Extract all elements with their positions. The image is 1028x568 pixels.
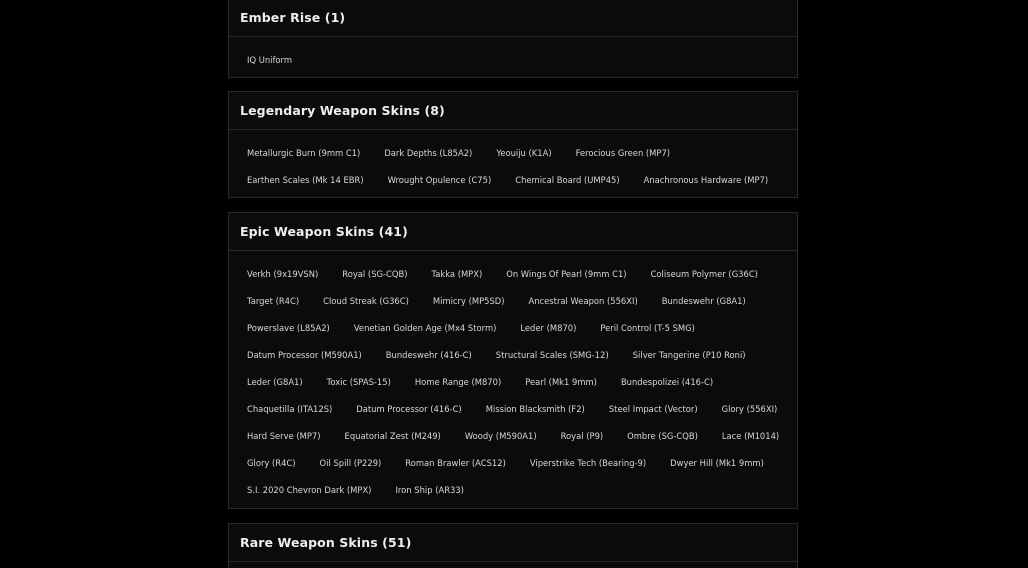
skin-item[interactable]: Cloud Streak (G36C) xyxy=(323,295,409,306)
skin-item[interactable]: Glory (R4C) xyxy=(247,457,296,468)
section-ember-rise xyxy=(228,0,798,78)
skin-item[interactable]: Viperstrike Tech (Bearing-9) xyxy=(529,457,647,468)
skin-item[interactable]: Equatorial Zest (M249) xyxy=(344,430,441,441)
skin-item[interactable]: Powerslave (L85A2) xyxy=(247,322,330,333)
section-header xyxy=(229,213,797,251)
item-row xyxy=(235,260,797,287)
item-row xyxy=(235,139,797,166)
skin-item[interactable]: Dwyer Hill (Mk1 9mm) xyxy=(670,457,764,468)
skin-item[interactable]: Chaquetilla (ITA12S) xyxy=(247,403,333,414)
skin-item[interactable]: Toxic (SPAS-15) xyxy=(326,376,391,387)
item-row xyxy=(235,341,797,368)
skin-item[interactable]: Bundeswehr (G8A1) xyxy=(661,295,746,306)
skin-item[interactable]: Steel Impact (Vector) xyxy=(608,403,698,414)
section-rare-weapon-skins xyxy=(228,523,798,568)
section-items xyxy=(229,130,797,193)
item-row xyxy=(235,395,797,422)
skin-item[interactable]: Metallurgic Burn (9mm C1) xyxy=(247,147,361,158)
skin-item[interactable]: Mission Blacksmith (F2) xyxy=(485,403,585,414)
skin-item[interactable]: Datum Processor (M590A1) xyxy=(247,349,362,360)
item-row xyxy=(235,368,797,395)
skin-item[interactable]: Ombre (SG-CQB) xyxy=(627,430,698,441)
skin-item[interactable]: Oil Spill (P229) xyxy=(319,457,382,468)
skin-item[interactable]: Glory (556XI) xyxy=(721,403,778,414)
skin-item[interactable]: Royal (SG-CQB) xyxy=(342,268,408,279)
skin-item[interactable]: Iron Ship (AR33) xyxy=(395,484,464,495)
section-title: Rare Weapon Skins (51) xyxy=(240,535,412,550)
item-row xyxy=(235,449,797,476)
skin-item[interactable]: Chemical Board (UMP45) xyxy=(515,174,620,185)
section-items xyxy=(229,37,797,73)
section-header xyxy=(229,92,797,130)
skin-item[interactable]: Silver Tangerine (P10 Roni) xyxy=(632,349,746,360)
section-title: Ember Rise (1) xyxy=(240,10,346,25)
skin-item[interactable]: Yeouiju (K1A) xyxy=(496,147,552,158)
skin-item[interactable]: Peril Control (T-5 SMG) xyxy=(600,322,695,333)
section-header xyxy=(229,0,797,37)
skin-item[interactable]: S.I. 2020 Chevron Dark (MPX) xyxy=(247,484,372,495)
skin-item[interactable]: IQ Uniform xyxy=(247,54,293,65)
item-row xyxy=(235,422,797,449)
skin-item[interactable]: Royal (P9) xyxy=(560,430,604,441)
skin-item[interactable]: Woody (M590A1) xyxy=(464,430,537,441)
item-row xyxy=(235,314,797,341)
skin-item[interactable]: Datum Processor (416-C) xyxy=(356,403,462,414)
section-title: Epic Weapon Skins (41) xyxy=(240,224,408,239)
item-row xyxy=(235,166,797,193)
skin-item[interactable]: Structural Scales (SMG-12) xyxy=(495,349,609,360)
skin-item[interactable]: Earthen Scales (Mk 14 EBR) xyxy=(247,174,364,185)
section-items xyxy=(229,251,797,503)
section-epic-weapon-skins xyxy=(228,212,798,509)
skin-item[interactable]: Dark Depths (L85A2) xyxy=(384,147,473,158)
skin-item[interactable]: Roman Brawler (ACS12) xyxy=(405,457,506,468)
section-title: Legendary Weapon Skins (8) xyxy=(240,103,445,118)
skin-item[interactable]: Wrought Opulence (C75) xyxy=(387,174,492,185)
skin-item[interactable]: Bundeswehr (416-C) xyxy=(385,349,472,360)
skin-item[interactable]: On Wings Of Pearl (9mm C1) xyxy=(506,268,627,279)
section-legendary-weapon-skins xyxy=(228,91,798,198)
item-row xyxy=(235,476,797,503)
skin-item[interactable]: Hard Serve (MP7) xyxy=(247,430,321,441)
skin-item[interactable]: Ferocious Green (MP7) xyxy=(575,147,671,158)
skin-item[interactable]: Coliseum Polymer (G36C) xyxy=(650,268,758,279)
skin-item[interactable]: Pearl (Mk1 9mm) xyxy=(525,376,597,387)
skin-item[interactable]: Bundespolizei (416-C) xyxy=(620,376,714,387)
skin-item[interactable]: Anachronous Hardware (MP7) xyxy=(643,174,769,185)
skin-item[interactable]: Home Range (M870) xyxy=(414,376,502,387)
skin-item[interactable]: Lace (M1014) xyxy=(721,430,780,441)
item-row xyxy=(235,287,797,314)
skin-item[interactable]: Mimicry (MP5SD) xyxy=(432,295,505,306)
skin-item[interactable]: Venetian Golden Age (Mx4 Storm) xyxy=(353,322,497,333)
skin-item[interactable]: Leder (G8A1) xyxy=(247,376,303,387)
item-row xyxy=(235,46,797,73)
skin-item[interactable]: Takka (MPX) xyxy=(431,268,483,279)
skin-item[interactable]: Ancestral Weapon (556XI) xyxy=(528,295,638,306)
skin-item[interactable]: Target (R4C) xyxy=(247,295,300,306)
skin-item[interactable]: Leder (M870) xyxy=(520,322,577,333)
skin-item[interactable]: Verkh (9x19VSN) xyxy=(247,268,319,279)
section-header xyxy=(229,524,797,562)
